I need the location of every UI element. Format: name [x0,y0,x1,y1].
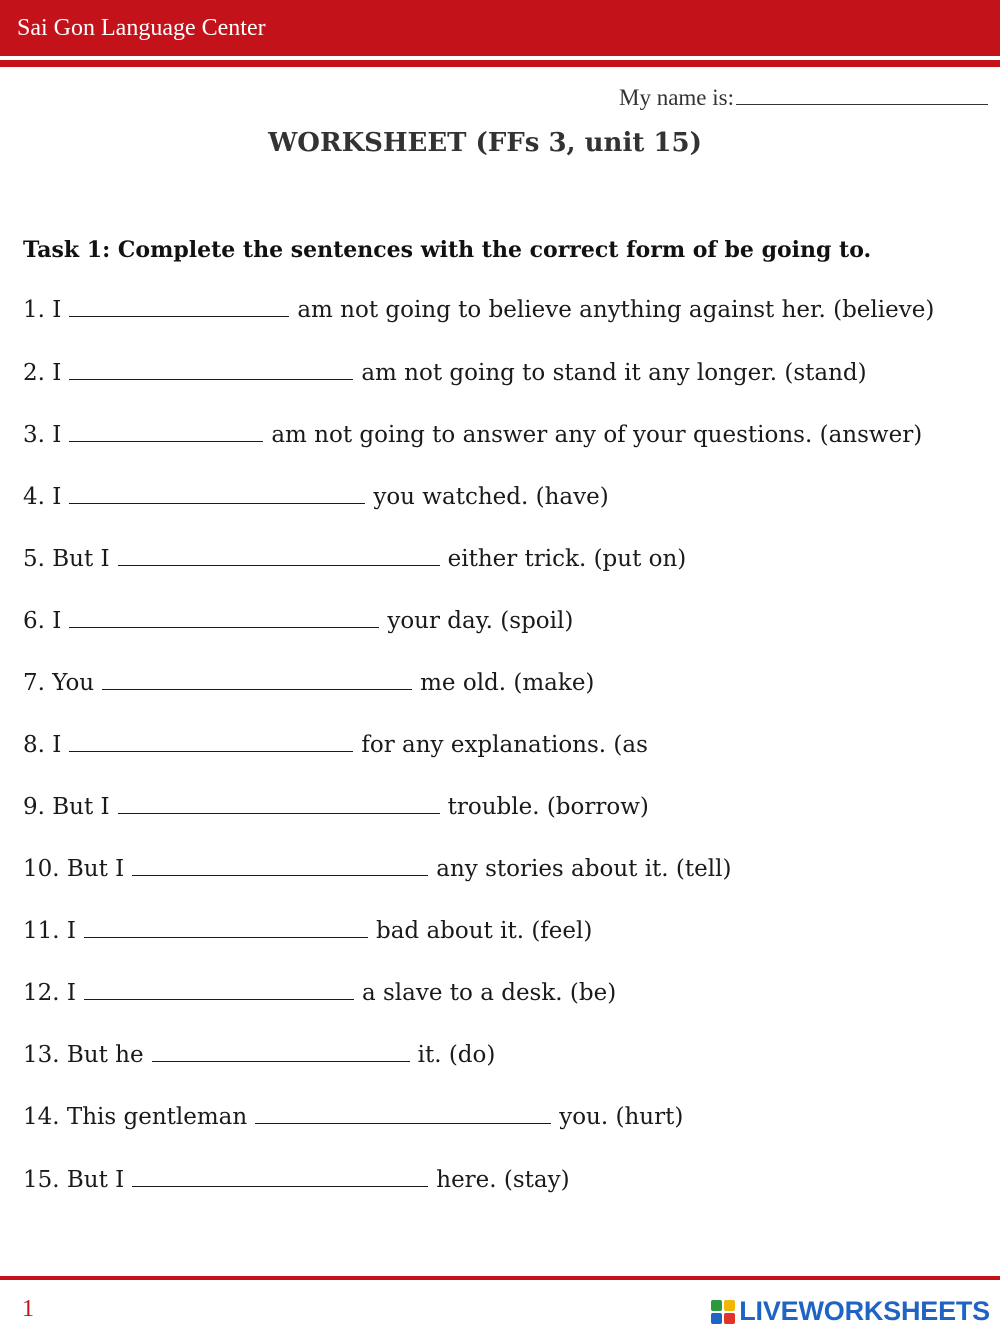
question-suffix: here. (stay) [436,1167,570,1193]
question-prefix: 6. I [23,608,62,634]
question-prefix: 4. I [23,484,62,510]
question-10 [23,856,731,882]
question-2 [23,360,867,386]
worksheet-title: WORKSHEET (FFs 3, unit 15) [268,128,702,158]
answer-blank-14[interactable] [255,1105,551,1124]
question-7 [23,670,594,696]
question-prefix: 10. But I [23,856,125,882]
answer-blank-9[interactable] [118,795,440,814]
liveworksheets-logo [711,1296,990,1327]
question-14 [23,1104,683,1130]
answer-blank-10[interactable] [132,857,428,876]
page-number: 1 [22,1296,34,1322]
question-4 [23,484,609,510]
question-11 [23,918,592,944]
answer-blank-13[interactable] [152,1043,410,1062]
answer-blank-6[interactable] [69,609,379,628]
answer-blank-1[interactable] [69,298,289,317]
question-prefix: 8. I [23,732,62,758]
question-prefix: 7. You [23,670,95,696]
question-9 [23,794,649,820]
header-title: Sai Gon Language Center [17,15,266,41]
question-suffix: a slave to a desk. (be) [361,980,617,1006]
answer-blank-4[interactable] [69,485,365,504]
answer-blank-11[interactable] [84,919,368,938]
question-1 [23,297,934,323]
answer-blank-2[interactable] [69,361,353,380]
question-prefix: 13. But he [23,1042,144,1068]
question-suffix: bad about it. (feel) [375,918,593,944]
answer-blank-12[interactable] [84,981,354,1000]
question-suffix: am not going to believe anything against her. (believe) [297,297,935,323]
question-suffix: your day. (spoil) [387,608,574,634]
task-instruction: Task 1: Complete the sentences with the correct form of be going to. [23,237,872,263]
question-suffix: you watched. (have) [373,484,609,510]
question-12 [23,980,616,1006]
question-prefix: 14. This gentleman [23,1104,248,1130]
footer-divider [0,1276,1000,1280]
question-suffix: either trick. (put on) [447,546,687,572]
question-prefix: 15. But I [23,1167,125,1193]
name-label: My name is: [619,85,734,110]
question-suffix: trouble. (borrow) [447,794,649,820]
liveworksheets-logo-icon [711,1300,735,1324]
question-prefix: 9. But I [23,794,110,820]
question-3 [23,422,922,448]
name-input-blank[interactable] [736,84,988,105]
question-prefix: 1. I [23,297,62,323]
header-band [0,0,1000,56]
question-13 [23,1042,495,1068]
answer-blank-3[interactable] [69,423,263,442]
question-prefix: 5. But I [23,546,110,572]
question-suffix: me old. (make) [420,670,595,696]
logo-text: LIVEWORKSHEETS [739,1296,990,1326]
question-suffix: any stories about it. (tell) [436,856,732,882]
question-5 [23,546,686,572]
answer-blank-5[interactable] [118,547,440,566]
answer-blank-15[interactable] [132,1168,428,1187]
question-suffix: you. (hurt) [559,1104,684,1130]
answer-blank-7[interactable] [102,671,412,690]
header-divider [0,60,1000,67]
answer-blank-8[interactable] [69,733,353,752]
question-8 [23,732,648,758]
question-6 [23,608,573,634]
question-suffix: am not going to answer any of your questions. (answer) [271,422,923,448]
question-suffix: it. (do) [417,1042,496,1068]
name-field [619,84,988,111]
question-suffix: for any explanations. (as [361,732,648,758]
question-suffix: am not going to stand it any longer. (stand) [361,360,867,386]
question-prefix: 11. I [23,918,76,944]
question-prefix: 3. I [23,422,62,448]
question-prefix: 2. I [23,360,62,386]
question-15 [23,1167,570,1193]
question-prefix: 12. I [23,980,76,1006]
